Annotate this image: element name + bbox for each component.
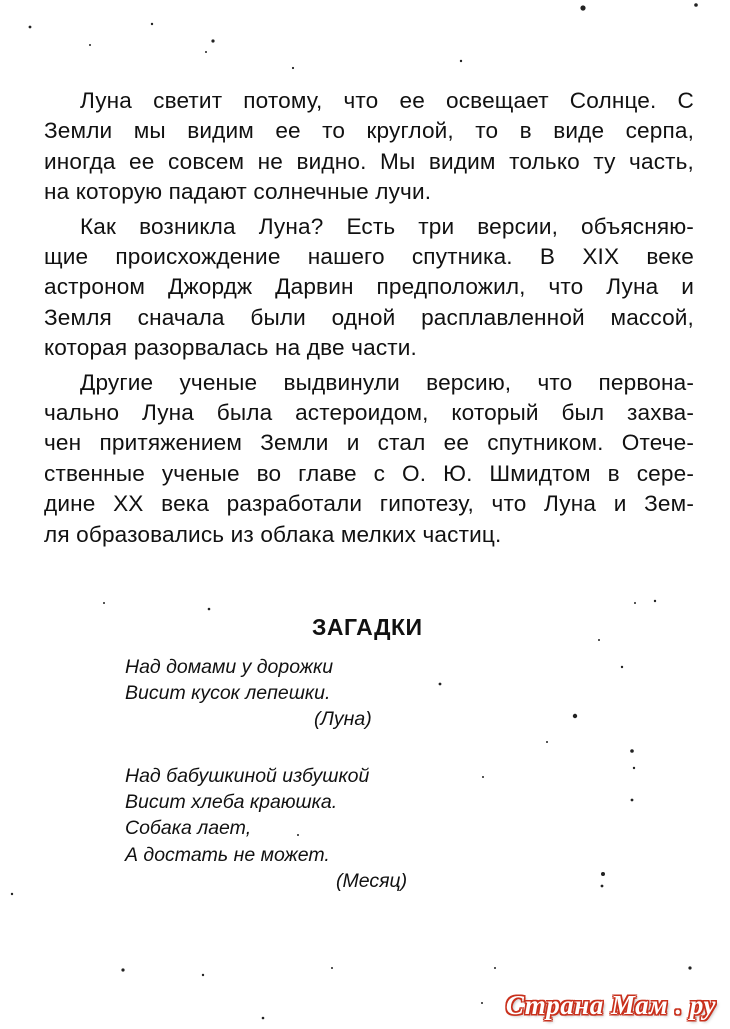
watermark-logo: Страна Мам . ру: [505, 990, 716, 1020]
text-line: щие происхождение нашего спутника. В XIX веке: [44, 244, 694, 270]
riddle-answer: (Луна): [314, 708, 372, 731]
riddle-line: Висит хлеба краюшка.: [125, 791, 338, 814]
text-line: иногда ее совсем не видно. Мы видим только ту часть,: [44, 148, 694, 174]
riddle-line: Над бабушкиной избушкой: [125, 765, 370, 787]
paragraph-3: [44, 368, 694, 550]
text-line: чен притяжением Земли и стал ее спутником. Отече-: [44, 430, 694, 456]
text-line: ственные ученые во главе с О. Ю. Шмидтом в сере-: [44, 460, 694, 486]
text-line: астроном Джордж Дарвин предположил, что Луна и: [44, 274, 694, 300]
text-line: на которую падают солнечные лучи.: [44, 179, 432, 205]
text-line: Как возникла Луна? Есть три версии, объясняю-: [80, 213, 694, 239]
riddle-line: Висит кусок лепешки.: [125, 682, 331, 705]
riddle-1: [125, 654, 405, 733]
text-line: Другие ученые выдвинули версию, что первона-: [80, 369, 694, 395]
paragraph-1: [44, 86, 694, 208]
riddle-2: [125, 763, 445, 894]
riddles-heading: ЗАГАДКИ: [312, 614, 423, 640]
text-line: Земли мы видим ее то круглой, то в виде серпа,: [44, 118, 694, 144]
text-line: чально Луна была астероидом, который был захва-: [44, 400, 694, 426]
riddle-line: Над домами у дорожки: [125, 656, 334, 678]
paragraph-2: [44, 212, 694, 364]
text-line: Луна светит потому, что ее освещает Солнце. С: [80, 88, 694, 113]
riddle-line: А достать не может.: [125, 843, 330, 866]
riddle-line: Собака лает,: [125, 817, 252, 840]
text-line: дине XX века разработали гипотезу, что Луна и Зем-: [44, 491, 694, 517]
text-line: которая разорвалась на две части.: [44, 335, 417, 361]
riddle-answer: (Месяц): [336, 869, 408, 892]
article-text: [44, 86, 694, 550]
text-line: Земля сначала были одной расплавленной массой,: [44, 304, 694, 330]
text-line: ля образовались из облака мелких частиц.: [44, 521, 502, 547]
